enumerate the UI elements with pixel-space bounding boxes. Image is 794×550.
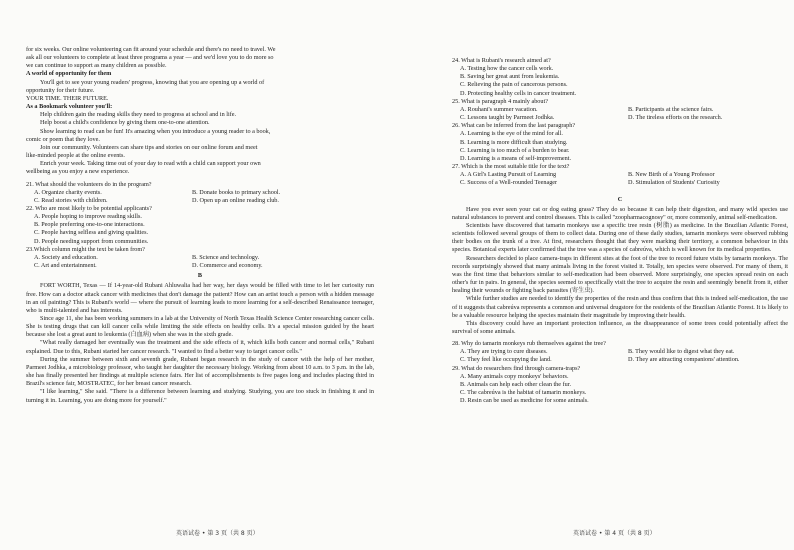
question-24: 24. What is Rubani's research aimed at?	[452, 57, 551, 64]
option: B. People preferring one-to-one interactions.	[34, 221, 145, 229]
question-28: 28. Why do tamarin monkeys rub themselves against the tree?	[452, 340, 606, 348]
option: C. People having selfless and giving qualities.	[34, 229, 149, 237]
section-heading: YOUR TIME. THEIR FUTURE.	[26, 94, 109, 102]
option: A. People hoping to improve reading skills.	[34, 213, 142, 221]
option: D. They are attracting companions' attention.	[628, 356, 740, 364]
passage-c-paragraph: Researchers decided to place camera-traps in different sites at the foot of the tree to record future visits by tamarin monkeys. The records surprisingly showed that many animals living in the forest visited it. Totally, ten species were observed. For many of them, it was the first time that behaviors similar to self-medication had been observed. More surprisingly, one species spread resin on each other's fur in pairs. In general, the species seemed to specifically visit the tree to acquire the resin and seemingly benefit from it, either healing their wounds or fighting back parasites (寄生虫).	[452, 254, 788, 295]
passage-c-paragraph: While further studies are needed to identify the properties of the resin and thus confirm that this is indeed self-medication, the use of it suggests that cabreúva represents a common and universal drugstore for the residents of the Brazilian Atlantic Forest. It is likely to be a valuable resource helping the species maintain their magnitude by improving their health.	[452, 295, 788, 319]
option: D. Stimulation of Students' Curiosity	[628, 179, 720, 187]
question-21: 21. What should the volunteers do in the program?	[26, 180, 152, 188]
passage-c-paragraph: Have you ever seen your cat or dog eating grass? They do so because it can help their digestion, and many wild species use natural substances to prevent and control diseases. This is called "zoopharmacognosy" or, more commonly, animal self-medication.	[452, 205, 788, 221]
option: A. Society and education.	[34, 253, 98, 261]
question-23: 23.Which column might the text be taken from?	[26, 245, 145, 253]
passage-b-paragraph: Since age 11, she has been working summers in a lab at the University of North Texas Health Science Center researching cancer cells. She is testing drugs that can kill cancer cells while limiting the side effects on healthy cells. It's a special mission guided by the heart because she lost a great aunt to leukemia (白血病) when she was in the sixth grade.	[26, 315, 374, 339]
option: B. Donate books to primary school.	[192, 188, 281, 196]
option: D. Commerce and economy.	[192, 262, 263, 270]
option: A. Testing how the cancer cells work.	[460, 65, 554, 73]
option: B. Science and technology.	[192, 253, 260, 261]
passage-b-paragraph: During the summer between sixth and seventh grade, Rubani began research in the study of cancer with the help of her mother, Parmeet Jodhka, a microbiology professor, who taught her daughter the necessary biology. Working from about 10 a.m. to 3 p.m. in the lab, she has finally presented her findings at multiple science fairs. Her list of accomplishments is five pages long and includes placing third in Brazil's science fair, MOSTRATEC, for her breast cancer research.	[26, 355, 374, 388]
passage-a-text: Enrich your week. Taking time out of your day to read with a child can support your own	[40, 160, 261, 168]
option: A. Rouhani's summer vacation.	[460, 105, 538, 113]
option: C. Success of a Well-rounded Teenager	[460, 179, 558, 187]
passage-c-paragraph: This discovery could have an important protection influence, as the disappearance of some trees could potentially affect the survival of some animals.	[452, 319, 788, 335]
option: C. The cabreúva is the habitat of tamarin monkeys.	[460, 389, 587, 397]
question-25-options	[452, 106, 788, 122]
option: D. Learning is a means of self-improvement.	[460, 154, 571, 162]
passage-a-text: ask all our volunteers to complete at least three programs a year — and we'd love you to do more so	[26, 54, 274, 62]
option: D. Protecting healthy cells in cancer treatment.	[460, 89, 577, 97]
passage-a-text: Show learning to read can be fun! It's amazing when you introduce a young reader to a book,	[40, 127, 271, 135]
option: D. Open up an online reading club.	[192, 196, 279, 204]
passage-a-text: Help children gain the reading skills they need to progress at school and in life.	[40, 111, 237, 119]
section-heading: As a Bookmark volunteer you'll:	[26, 103, 113, 111]
option: D. The tireless efforts on the research.	[628, 114, 723, 122]
right-column	[452, 57, 788, 405]
question-28-options	[452, 348, 788, 364]
passage-a-text: comic or poem that they love.	[26, 135, 100, 143]
question-25: 25. What is paragraph 4 mainly about?	[452, 97, 548, 105]
question-27: 27. Which is the most suitable title for the text?	[452, 163, 570, 171]
left-column	[26, 46, 374, 405]
passage-b-paragraph: "I like learning," She said. "There is a difference between learning and studying. Studying, you are too stuck in finishing it and in turning it in. Learning, you are doing more for yourself."	[26, 388, 374, 404]
question-23-options	[26, 254, 374, 270]
option: A. A Girl's Lasting Pursuit of Learning	[460, 171, 557, 179]
passage-b-paragraph: FORT WORTH, Texas — If 14-year-old Rubani Ahluwalia had her way, her days would be filled with time to let her curiosity run free. How can a doctor attack cancer with medicines that don't damage the patient? How can an artist touch a person with a hidden message in an oil painting? This is Rubani's world — where the pursuit of learning leads to more learning for a self-described Renaissance teenager, who is multi-talented and has interests.	[26, 282, 374, 314]
option: D. Resin can be used as medicine for some animals.	[460, 397, 589, 405]
passage-a-text: like-minded people at the online events.	[26, 152, 125, 160]
question-29: 29. What do researchers find through camera-traps?	[452, 364, 581, 372]
passage-a-text: for six weeks. Our online volunteering can fit around your schedule and there's no need to travel. We	[26, 46, 276, 53]
option: C. Relieving the pain of cancerous persons.	[460, 81, 568, 89]
question-21-options	[26, 189, 374, 205]
section-c-heading: C	[617, 195, 623, 203]
passage-a-text: You'll get to see your young readers' progress, knowing that you are opening up a world of	[40, 78, 265, 86]
option: C. Art and entertainment.	[34, 262, 97, 270]
passage-a-text: wellbeing as you enjoy a new experience.	[26, 168, 130, 176]
question-27-options	[452, 171, 788, 187]
question-22: 22. Who are most likely to be potential applicants?	[26, 204, 152, 212]
option: B. New Birth of a Young Professor	[628, 171, 715, 179]
page-footer-right: 英语试卷 • 第 4 页（共 8 页）	[573, 530, 656, 537]
passage-a-text: Help boost a child's confidence by giving them one-to-one attention.	[40, 119, 210, 127]
page-footer-left: 英语试卷 • 第 3 页（共 8 页）	[176, 530, 259, 537]
passage-a-text: we can continue to support as many children as possible.	[26, 62, 167, 70]
passage-a-text: opportunity for their future.	[26, 86, 95, 94]
passage-c-paragraph: Scientists have discovered that tamarin monkeys use a specific tree resin (树脂) as medicine. In the Brazilian Atlantic Forest, scientists followed several groups of them to collect data. During one of these daily studies, tamarin monkeys were observed rubbing their bodies on the trunk of a tree. At first, researchers thought that they were marking their territory, a common behaviour in this species. Botanical experts later confirmed that the tree was a species of cabreúva, which is well known for its medical properties.	[452, 221, 788, 254]
option: A. Organize charity events.	[34, 188, 102, 196]
option: B. Saving her great aunt from leukemia.	[460, 73, 560, 81]
option: B. Learning is more difficult than studying.	[460, 138, 568, 146]
section-b-heading: B	[197, 272, 203, 280]
option: B. Participants at the science fairs.	[628, 105, 714, 113]
passage-a-text: Join our community. Volunteers can share tips and stories on our online forum and meet	[40, 143, 258, 151]
option: C. Lessons taught by Parmeet Jodhka.	[460, 114, 555, 122]
option: C. Read stories with children.	[34, 196, 108, 204]
option: B. Animals can help each other clean the fur.	[460, 380, 571, 388]
option: A. Many animals copy monkeys' behaviors.	[460, 372, 569, 380]
option: D. People needing support from communities.	[34, 237, 149, 245]
option: C. Learning is too much of a burden to bear.	[460, 146, 570, 154]
passage-b-paragraph: "What really damaged her eventually was the treatment and the side effects of it, which kills both cancer and normal cells," Rubani explained. Due to this, Rubani started her cancer research. "I wanted to find a better way to target cancer cells."	[26, 339, 374, 355]
option: A. They are trying to cure diseases.	[460, 348, 548, 356]
option: C. They feel like occupying the land.	[460, 356, 552, 364]
option: A. Learning is the eye of the mind for all.	[460, 130, 563, 138]
section-heading: A world of opportunity for them	[26, 70, 112, 78]
question-26: 26. What can be inferred from the last paragraph?	[452, 122, 576, 130]
option: B. They would like to digest what they eat.	[628, 348, 735, 356]
